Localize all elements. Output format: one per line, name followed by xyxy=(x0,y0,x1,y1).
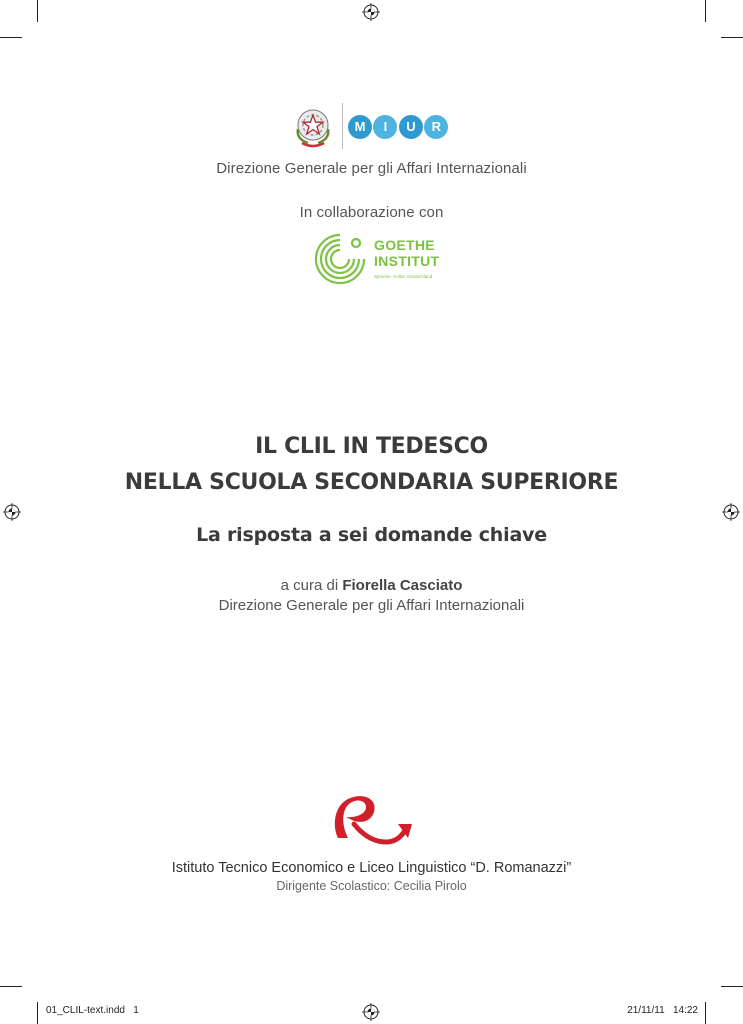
registration-mark-top-icon xyxy=(362,3,380,21)
registration-mark-left-icon xyxy=(3,503,21,521)
goethe-line2: INSTITUT xyxy=(374,253,440,269)
school-head: Dirigente Scolastico: Cecilia Pirolo xyxy=(276,879,467,893)
print-file-info: 01_CLIL-text.indd 1 xyxy=(46,1005,139,1016)
subtitle: La risposta a sei domande chiave xyxy=(196,524,547,546)
miur-logo xyxy=(290,103,455,153)
crop-mark-top-left xyxy=(37,0,38,22)
crop-mark-bottom-left xyxy=(37,1002,38,1024)
crop-mark-bottom-right xyxy=(705,1002,706,1024)
crop-mark-left-top xyxy=(0,37,22,38)
miur-letter-m: M xyxy=(348,115,372,139)
registration-mark-bottom-icon xyxy=(362,1003,380,1021)
title-line-1: IL CLIL IN TEDESCO xyxy=(255,434,488,459)
registration-mark-right-icon xyxy=(722,503,740,521)
collaboration-label: In collaborazione con xyxy=(299,204,444,221)
goethe-spiral-icon xyxy=(312,231,368,287)
logo-divider xyxy=(342,103,343,149)
romanazzi-logo-icon xyxy=(328,792,414,850)
crop-mark-top-right xyxy=(705,0,706,22)
goethe-line1: GOETHE xyxy=(374,237,435,253)
miur-letter-i: I xyxy=(373,115,397,139)
school-name: Istituto Tecnico Economico e Liceo Linguistico “D. Romanazzi” xyxy=(171,860,572,876)
curator-name: Fiorella Casciato xyxy=(342,577,463,594)
title-line-2: NELLA SCUOLA SECONDARIA SUPERIORE xyxy=(124,470,619,495)
crop-mark-right-bottom xyxy=(721,986,743,987)
italian-republic-emblem-icon xyxy=(290,103,336,151)
goethe-institut-logo xyxy=(312,231,442,287)
crop-mark-right-top xyxy=(721,37,743,38)
directorate-header: Direzione Generale per gli Affari Internazionali xyxy=(216,160,527,177)
goethe-tagline: Sprache. Kultur. Deutschland. xyxy=(374,274,434,279)
curator-department: Direzione Generale per gli Affari Internazionali xyxy=(218,597,525,614)
miur-letter-u: U xyxy=(399,115,423,139)
print-date-info: 21/11/11 14:22 xyxy=(627,1005,698,1016)
miur-letter-r: R xyxy=(424,115,448,139)
curator-line xyxy=(0,576,743,596)
curator-prefix: a cura di xyxy=(280,577,343,594)
crop-mark-left-bottom xyxy=(0,986,22,987)
